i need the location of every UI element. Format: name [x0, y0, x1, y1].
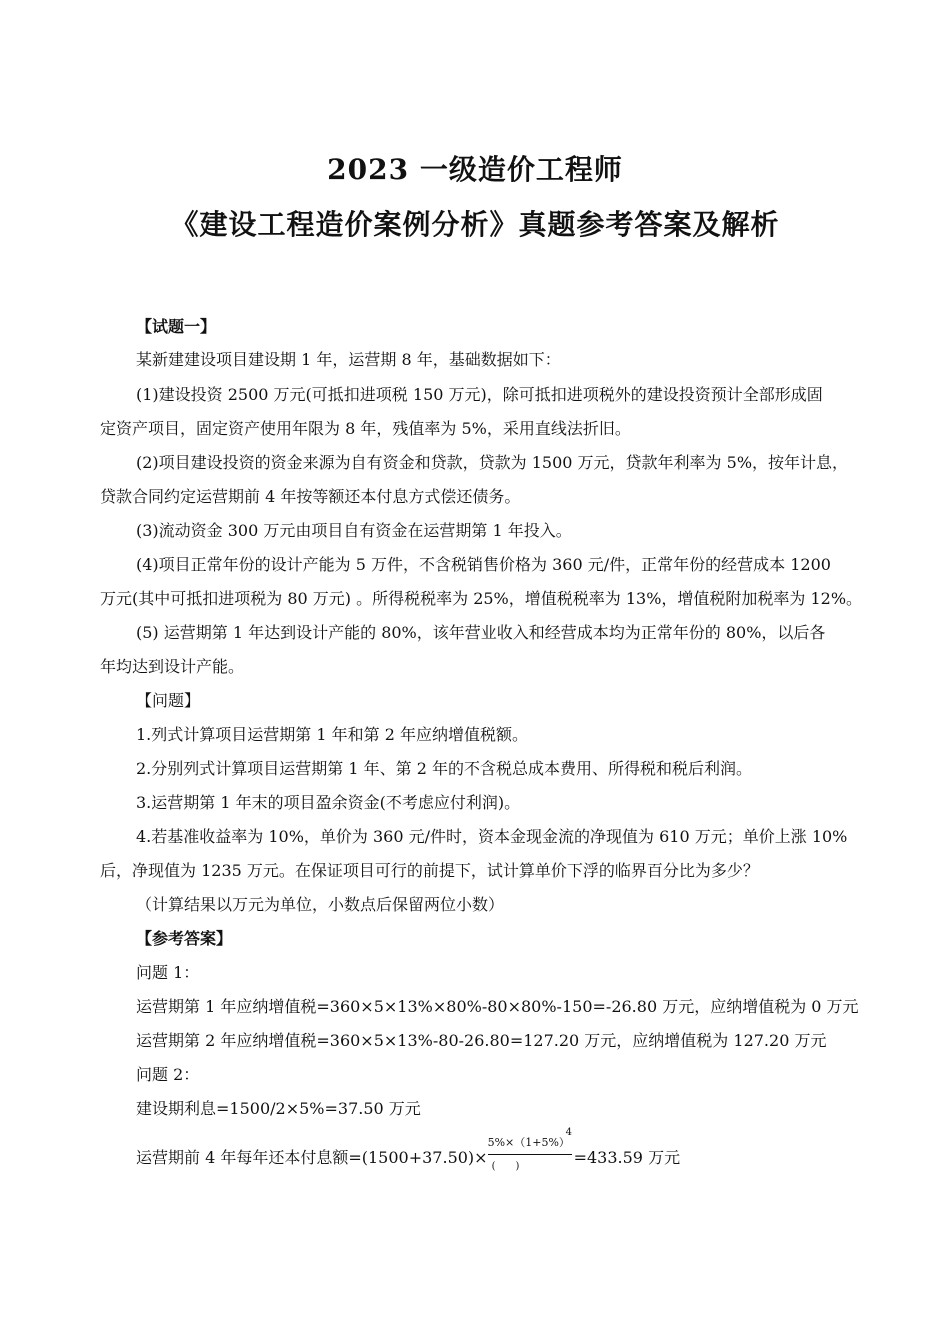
section1-p2a: (2)项目建设投资的资金来源为自有资金和贷款，贷款为 1500 万元，贷款年利率为 5%，按年计息，: [136, 453, 849, 472]
question-2: 2.分别列式计算项目运营期第 1 年、第 2 年的不含税总成本费用、所得税和税后利润。: [136, 759, 752, 778]
answer-1-line1: 运营期第 1 年应纳增值税=360×5×13%×80%-80×80%-150=-26.80 万元，应纳增值税为 0 万元: [136, 997, 859, 1016]
section1-p1a: (1)建设投资 2500 万元(可抵扣进项税 150 万元)，除可抵扣进项税外的建设投资预计全部形成固: [136, 385, 823, 404]
section1-p2b: 贷款合同约定运营期前 4 年按等额还本付息方式偿还债务。: [100, 487, 521, 506]
fraction-bar: [488, 1154, 572, 1155]
fraction-denominator: ( ): [491, 1160, 520, 1172]
doc-title-line2: 《建设工程造价案例分析》真题参考答案及解析: [170, 208, 780, 241]
doc-title-line1: 2023 一级造价工程师: [327, 153, 623, 186]
question-3: 3.运营期第 1 年末的项目盈余资金(不考虑应付利润)。: [136, 793, 521, 812]
section1-p4b: 万元(其中可抵扣进项税为 80 万元) 。所得税税率为 25%，增值税税率为 13%，增值税附加税率为 12%。: [100, 589, 863, 608]
fraction-exponent: 4: [565, 1126, 572, 1138]
questions-note: （计算结果以万元为单位，小数点后保留两位小数）: [136, 895, 505, 914]
annuity-fraction: [487, 1126, 574, 1172]
section1-p1b: 定资产项目，固定资产使用年限为 8 年，残值率为 5%，采用直线法折旧。: [100, 419, 631, 438]
answer-2-line1: 建设期利息=1500/2×5%=37.50 万元: [136, 1099, 421, 1118]
questions-header: 【问题】: [136, 691, 201, 710]
answer-2-line2-prefix: 运营期前 4 年每年还本付息额=(1500+37.50)×: [136, 1148, 488, 1167]
answer-2-label: 问题 2：: [136, 1065, 200, 1084]
answer-1-label: 问题 1：: [136, 963, 200, 982]
answer-1-line2: 运营期第 2 年应纳增值税=360×5×13%-80-26.80=127.20 万元，应纳增值税为 127.20 万元: [136, 1031, 827, 1050]
section1-intro: 某新建建设项目建设期 1 年，运营期 8 年，基础数据如下：: [136, 350, 561, 369]
answer-2-line2-result: =433.59 万元: [573, 1148, 681, 1167]
question-1: 1.列式计算项目运营期第 1 年和第 2 年应纳增值税额。: [136, 725, 528, 744]
section1-p5a: (5) 运营期第 1 年达到设计产能的 80%，该年营业收入和经营成本均为正常年份的 80%，以后各: [136, 623, 826, 642]
section1-p5b: 年均达到设计产能。: [100, 657, 245, 676]
section-header-1: 【试题一】: [136, 317, 217, 336]
question-4a: 4.若基准收益率为 10%，单价为 360 元/件时，资本金现金流的净现值为 610 万元；单价上涨 10%: [136, 827, 848, 846]
fraction-numerator: 5%×（1+5%）: [487, 1135, 570, 1149]
answer-2-line2: [136, 1126, 681, 1172]
answers-header: 【参考答案】: [136, 929, 233, 948]
question-4b: 后，净现值为 1235 万元。在保证项目可行的前提下，试计算单价下浮的临界百分比为多少？: [100, 861, 759, 880]
section1-p3: (3)流动资金 300 万元由项目自有资金在运营期第 1 年投入。: [136, 521, 572, 540]
section1-p4a: (4)项目正常年份的设计产能为 5 万件，不含税销售价格为 360 元/件，正常年份的经营成本 1200: [136, 555, 831, 574]
